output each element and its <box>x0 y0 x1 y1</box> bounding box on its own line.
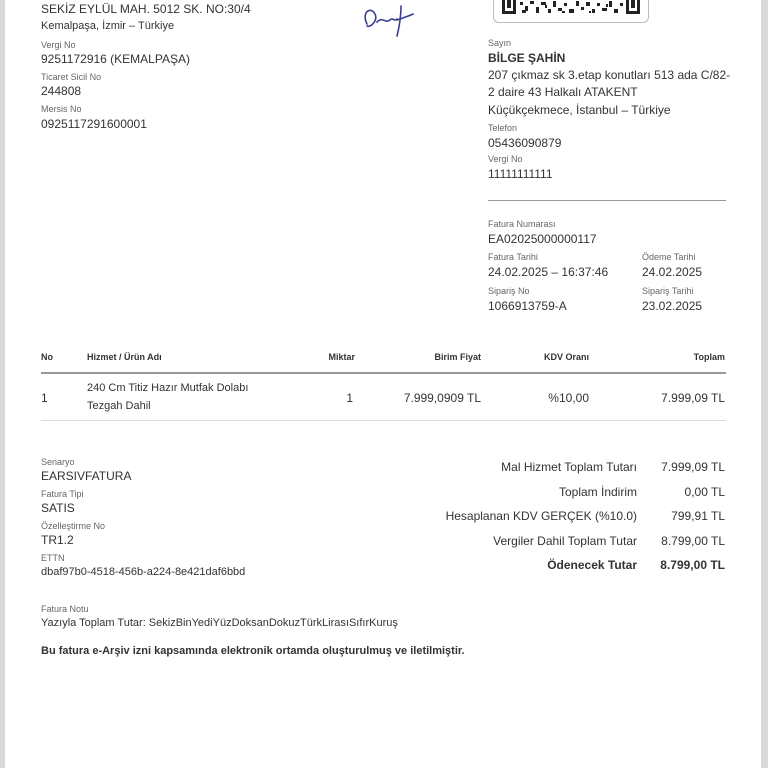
ettn-label: ETTN <box>41 553 65 563</box>
invoice-page <box>5 0 761 768</box>
invoice-number-label: Fatura Numarası <box>488 219 556 229</box>
payment-date: 24.02.2025 <box>642 265 703 279</box>
order-date-label: Sipariş Tarihi <box>642 286 694 296</box>
buyer-address-line2: 2 daire 43 Halkalı ATAKENT <box>488 85 638 99</box>
buyer-tax-no-label: Vergi No <box>488 154 523 164</box>
seller-tax-no-label: Vergi No <box>41 40 76 50</box>
col-header-total: Toplam <box>693 352 725 362</box>
buyer-divider <box>488 200 726 201</box>
amount-due-value: 8.799,00 TL <box>660 558 725 572</box>
invoice-note-label: Fatura Notu <box>41 604 89 614</box>
total-incl-tax-label: Vergiler Dahil Toplam Tutar <box>493 534 637 548</box>
invoice-date-label: Fatura Tarihi <box>488 252 538 262</box>
row-item-line2: Tezgah Dahil <box>87 400 151 412</box>
invoice-type: SATIS <box>41 501 75 515</box>
invoice-type-label: Fatura Tipi <box>41 489 84 499</box>
total-incl-tax-value: 8.799,00 TL <box>661 534 725 548</box>
payment-date-label: Ödeme Tarihi <box>642 252 696 262</box>
col-header-unit-price: Birim Fiyat <box>434 352 481 362</box>
buyer-phone: 05436090879 <box>488 136 562 150</box>
col-header-no: No <box>41 352 53 362</box>
seller-address-line1: SEKİZ EYLÜL MAH. 5012 SK. NO:30/4 <box>41 2 251 16</box>
buyer-tax-no: 11111111111 <box>488 167 553 181</box>
invoice-date: 24.02.2025 – 16:37:46 <box>488 265 609 279</box>
table-header-rule <box>41 372 726 374</box>
row-vat: %10,00 <box>548 391 589 405</box>
row-no: 1 <box>41 391 48 405</box>
ettn: dbaf97b0-4518-456b-a224-8e421daf6bbd <box>41 566 246 578</box>
seller-mersis: 0925117291600001 <box>41 117 147 131</box>
buyer-name: BİLGE ŞAHİN <box>488 51 566 65</box>
row-item-line1: 240 Cm Titiz Hazır Mutfak Dolabı <box>87 382 249 394</box>
seller-trade-reg-label: Ticaret Sicil No <box>41 72 102 82</box>
seller-address-line2: Kemalpaşa, İzmir – Türkiye <box>41 20 175 32</box>
total-goods-value: 7.999,09 TL <box>661 460 725 474</box>
total-vat-label: Hesaplanan KDV GERÇEK (%10.0) <box>445 509 637 523</box>
amount-due-label: Ödenecek Tutar <box>547 558 637 572</box>
buyer-address-line1: 207 çıkmaz sk 3.etap konutları 513 ada C/82- <box>488 68 731 82</box>
col-header-qty: Miktar <box>328 352 355 362</box>
row-qty: 1 <box>346 391 353 405</box>
order-date: 23.02.2025 <box>642 299 703 313</box>
buyer-address-line3: Küçükçekmece, İstanbul – Türkiye <box>488 103 671 117</box>
signature-image <box>357 2 417 40</box>
order-no-label: Sipariş No <box>488 286 530 296</box>
e-archive-footer: Bu fatura e-Arşiv izni kapsamında elektronik ortamda oluşturulmuş ve iletilmiştir. <box>41 645 465 657</box>
total-discount-label: Toplam İndirim <box>558 485 637 499</box>
seller-tax-no: 9251172916 (KEMALPAŞA) <box>41 52 190 66</box>
col-header-vat: KDV Oranı <box>543 352 589 362</box>
seller-mersis-label: Mersis No <box>41 104 82 114</box>
customization-label: Özelleştirme No <box>41 521 106 531</box>
seller-trade-reg: 244808 <box>41 84 82 98</box>
total-goods-label: Mal Hizmet Toplam Tutarı <box>501 460 637 474</box>
buyer-phone-label: Telefon <box>488 123 518 133</box>
row-total: 7.999,09 TL <box>661 391 725 405</box>
row-unit-price: 7.999,0909 TL <box>403 391 481 405</box>
invoice-number: EA02025000000117 <box>488 232 597 246</box>
qr-code-icon <box>493 0 649 23</box>
scenario-label: Senaryo <box>41 457 75 467</box>
customization-no: TR1.2 <box>41 533 74 547</box>
buyer-title: Sayın <box>488 38 512 48</box>
table-bottom-rule <box>41 420 726 421</box>
invoice-note-text: Yazıyla Toplam Tutar: SekizBinYediYüzDoksanDokuzTürkLirasıSıfırKuruş <box>41 617 398 629</box>
total-discount-value: 0,00 TL <box>684 485 725 499</box>
total-vat-value: 799,91 TL <box>671 509 725 523</box>
order-no: 1066913759-A <box>488 299 567 313</box>
col-header-item: Hizmet / Ürün Adı <box>87 352 162 362</box>
scenario: EARSIVFATURA <box>41 469 132 483</box>
